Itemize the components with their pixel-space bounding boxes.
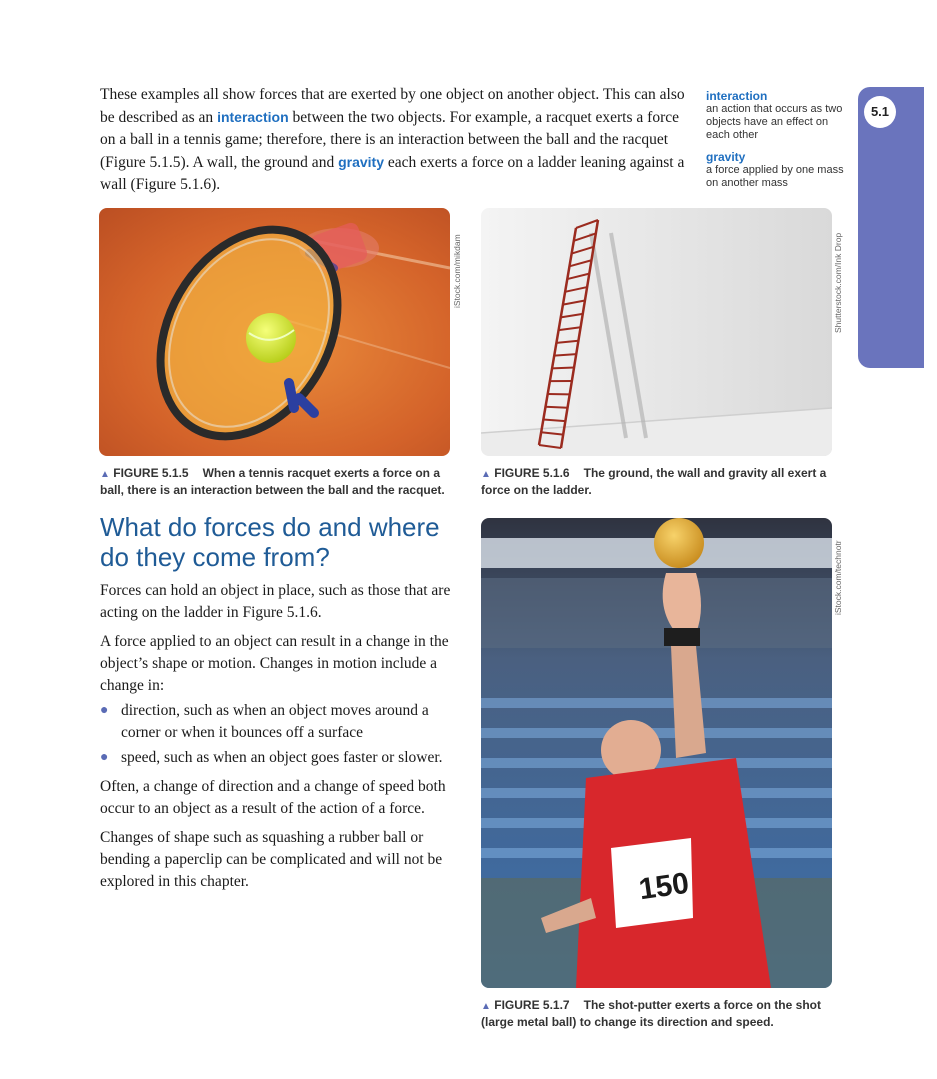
- bullet-text: speed, such as when an object goes faster or slower.: [121, 749, 443, 766]
- intro-text-2: between the two objects. For example, a racquet exerts a force on a ball in a tennis game; therefore, there is an interaction between the ball and the racquet (Figure 5.1.5). A wall, the ground and: [100, 109, 679, 171]
- section-number-badge: 5.1: [864, 96, 896, 128]
- body-paragraph: A force applied to an object can result in a change in the object’s shape or motion. Changes in motion include a change in:: [100, 633, 449, 694]
- glossary-term: interaction: [706, 89, 768, 103]
- photo-credit: iStock.com/technotr: [833, 540, 843, 615]
- caption-text: The shot-putter exerts a force on the shot (large metal ball) to change its direction and speed.: [481, 998, 821, 1029]
- shot-putter-illustration: [481, 518, 832, 988]
- intro-text-1: These examples all show forces that are exerted by one object on another object. This can also be described as an: [100, 86, 685, 126]
- figure-caption: [481, 466, 831, 498]
- tennis-photo: [99, 208, 450, 456]
- bib-number: 150: [636, 866, 692, 907]
- ladder-photo: [481, 208, 832, 456]
- caption-text: The ground, the wall and gravity all exert a force on the ladder.: [481, 466, 827, 497]
- bullet-icon: ●: [100, 703, 109, 718]
- bullet-item: [100, 700, 470, 744]
- caption-text: When a tennis racquet exerts a force on a ball, there is an interaction between the ball and the racquet.: [100, 466, 445, 497]
- photo-credit: Shutterstock.com/Ink Drop: [833, 232, 843, 333]
- figure-number: FIGURE 5.1.6: [494, 466, 570, 480]
- triangle-icon: ▲: [481, 469, 491, 480]
- body-paragraph: Often, a change of direction and a change of speed both occur to an object as a result of the action of a force.: [100, 778, 446, 817]
- body-paragraph: Changes of shape such as squashing a rubber ball or bending a paperclip can be complicated and will not be explored in this chapter.: [100, 829, 443, 890]
- glossary-definition: a force applied by one mass on another mass: [706, 164, 844, 189]
- glossary-definition: an action that occurs as two objects have an effect on each other: [706, 103, 843, 141]
- figure-caption: [481, 998, 831, 1030]
- shot-putter-photo: [481, 518, 832, 988]
- photo-credit: iStock.com/mikdam: [452, 234, 462, 308]
- glossary-term: gravity: [706, 150, 746, 164]
- section-tab[interactable]: [858, 87, 924, 368]
- triangle-icon: ▲: [481, 1001, 491, 1012]
- bullet-icon: ●: [100, 750, 109, 765]
- section-heading: What do forces do and where do they come from?: [100, 512, 440, 572]
- tennis-illustration: [99, 208, 450, 456]
- intro-text-3: each exerts a force on a ladder leaning against a wall (Figure 5.1.6).: [100, 154, 685, 193]
- keyword-gravity[interactable]: gravity: [338, 154, 384, 170]
- intro-paragraph: [100, 84, 690, 196]
- figure-number: FIGURE 5.1.7: [494, 998, 570, 1012]
- glossary-entry-interaction: [706, 89, 851, 142]
- triangle-icon: ▲: [100, 469, 110, 480]
- keyword-interaction[interactable]: interaction: [217, 109, 289, 125]
- figure-number: FIGURE 5.1.5: [113, 466, 189, 480]
- bullet-text: direction, such as when an object moves around a corner or when it bounces off a surface: [121, 702, 429, 741]
- bullet-item: [100, 747, 470, 769]
- figure-caption: [100, 466, 460, 498]
- glossary-entry-gravity: [706, 150, 851, 190]
- body-paragraph: Forces can hold an object in place, such as those that are acting on the ladder in Figure 5.1.6.: [100, 582, 451, 621]
- ladder-illustration: [481, 208, 832, 456]
